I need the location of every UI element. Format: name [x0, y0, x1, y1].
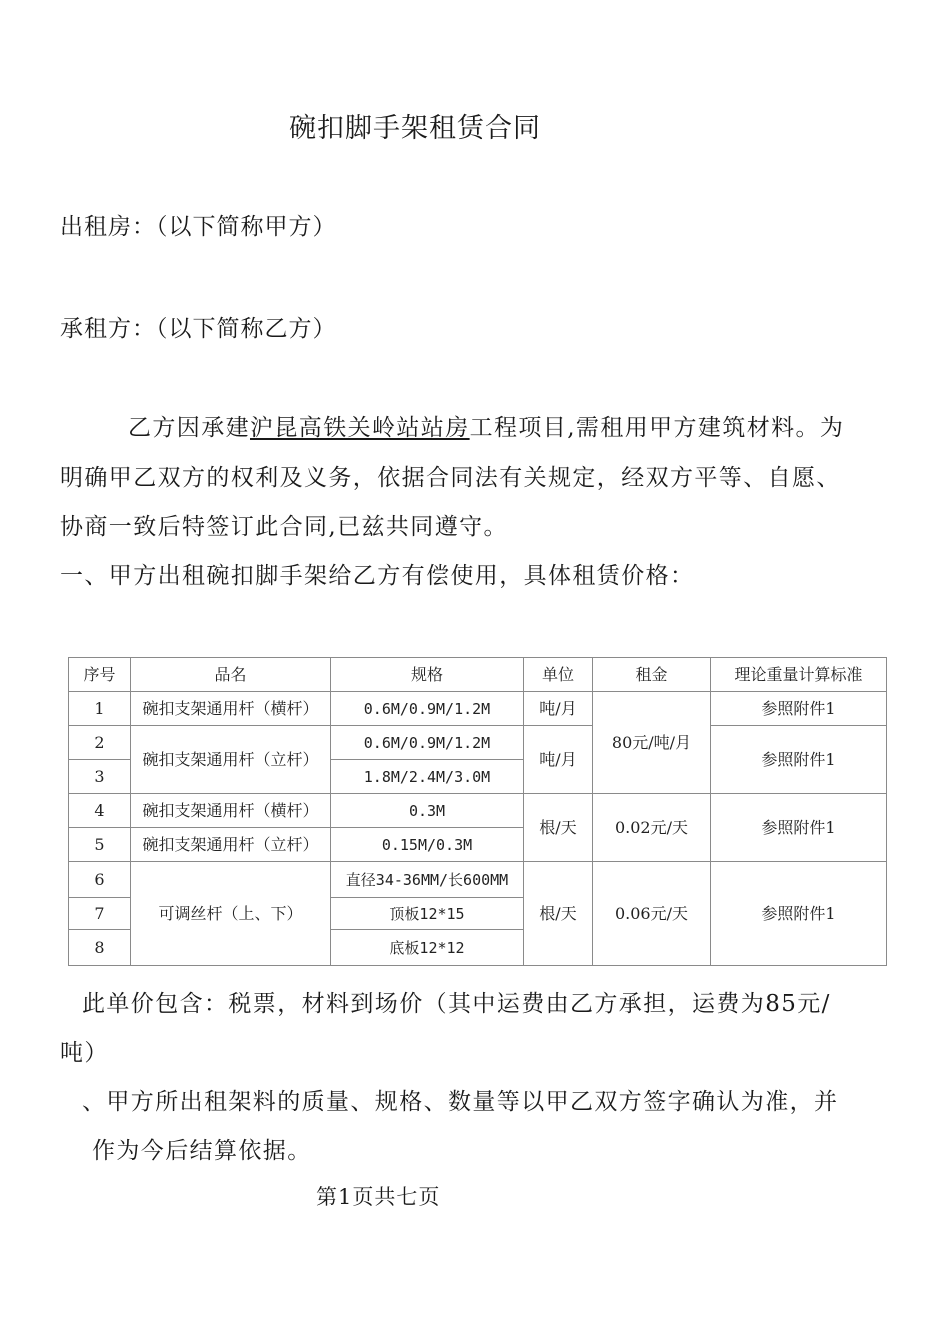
row-name-text: 碗扣支架通用杆（横杆）: [142, 800, 319, 820]
intro-line-2: 明确甲乙双方的权利及义务，依据合同法有关规定，经双方平等、自愿、: [60, 465, 841, 491]
row-no: 5: [69, 828, 131, 862]
row-spec: 0.6M/0.9M/1.2M: [331, 726, 524, 760]
lessor-line: 出租房：（以下简称甲方）: [60, 214, 337, 240]
header-name: 品名: [131, 658, 331, 692]
row-no: 3: [69, 760, 131, 794]
table-header-row: [69, 658, 887, 692]
row-spec: 0.15M/0.3M: [331, 828, 524, 862]
row-standard: 参照附件1: [711, 794, 887, 862]
row-spec: 底板12*12: [331, 930, 524, 966]
row-spec-text: 直径34-36MM/长600MM: [345, 870, 509, 889]
header-spec: 规格: [331, 658, 524, 692]
row-standard: 参照附件1: [711, 862, 887, 966]
row-name: [131, 692, 331, 726]
row-no: 8: [69, 930, 131, 966]
document-title: 碗扣脚手架租赁合同: [289, 113, 541, 144]
project-name: 沪昆高铁关岭站站房: [250, 415, 470, 441]
row-spec: [331, 862, 524, 898]
table-row: [69, 794, 887, 828]
table-row: [69, 692, 887, 726]
row-name: [131, 794, 331, 828]
row-standard: 参照附件1: [711, 692, 887, 726]
row-no: 4: [69, 794, 131, 828]
header-price: 租金: [593, 658, 711, 692]
page-footer: 第1页共七页: [316, 1185, 441, 1209]
row-name: [131, 828, 331, 862]
row-no: 7: [69, 898, 131, 930]
row-name: 碗扣支架通用杆（立杆）: [131, 726, 331, 794]
intro-text: 乙方因承建: [128, 415, 250, 441]
row-name: 可调丝杆（上、下）: [131, 862, 331, 966]
clause-1: 一、甲方出租碗扣脚手架给乙方有偿使用，具体租赁价格：: [60, 563, 695, 589]
intro-line-3: 协商一致后特签订此合同,已兹共同遵守。: [60, 514, 508, 540]
header-unit: 单位: [524, 658, 593, 692]
price-note-line-2: 吨）: [60, 1040, 109, 1066]
row-standard: 参照附件1: [711, 726, 887, 794]
row-no: 6: [69, 862, 131, 898]
header-no: 序号: [69, 658, 131, 692]
row-price: 0.06元/天: [593, 862, 711, 966]
price-note-line-1: 此单价包含：税票，材料到场价（其中运费由乙方承担，运费为85元/: [82, 991, 831, 1017]
row-unit: 根/天: [524, 794, 593, 862]
intro-text-cont: 工程项目,需租用甲方建筑材料。为: [469, 415, 845, 441]
rental-price-table: [68, 657, 887, 966]
row-spec: 0.6M/0.9M/1.2M: [331, 692, 524, 726]
intro-line-1: [128, 409, 950, 442]
row-price: 80元/吨/月: [593, 692, 711, 794]
header-standard: 理论重量计算标准: [711, 658, 887, 692]
row-name-text: 碗扣支架通用杆（横杆）: [142, 698, 319, 718]
table-row: [69, 862, 887, 898]
clause-2-line-1: 、甲方所出租架料的质量、规格、数量等以甲乙双方签字确认为准，并: [82, 1089, 839, 1115]
row-name-text: 碗扣支架通用杆（立杆）: [142, 834, 319, 854]
row-price: 0.02元/天: [593, 794, 711, 862]
row-no: 2: [69, 726, 131, 760]
row-unit: 吨/月: [524, 692, 593, 726]
row-spec: 0.3M: [331, 794, 524, 828]
row-spec: 顶板12*15: [331, 898, 524, 930]
clause-2-line-2: 作为今后结算依据。: [92, 1138, 312, 1164]
row-unit: 吨/月: [524, 726, 593, 794]
row-unit: 根/天: [524, 862, 593, 966]
row-spec: 1.8M/2.4M/3.0M: [331, 760, 524, 794]
table-row: [69, 726, 887, 760]
row-no: 1: [69, 692, 131, 726]
lessee-line: 承租方：（以下简称乙方）: [60, 316, 337, 342]
